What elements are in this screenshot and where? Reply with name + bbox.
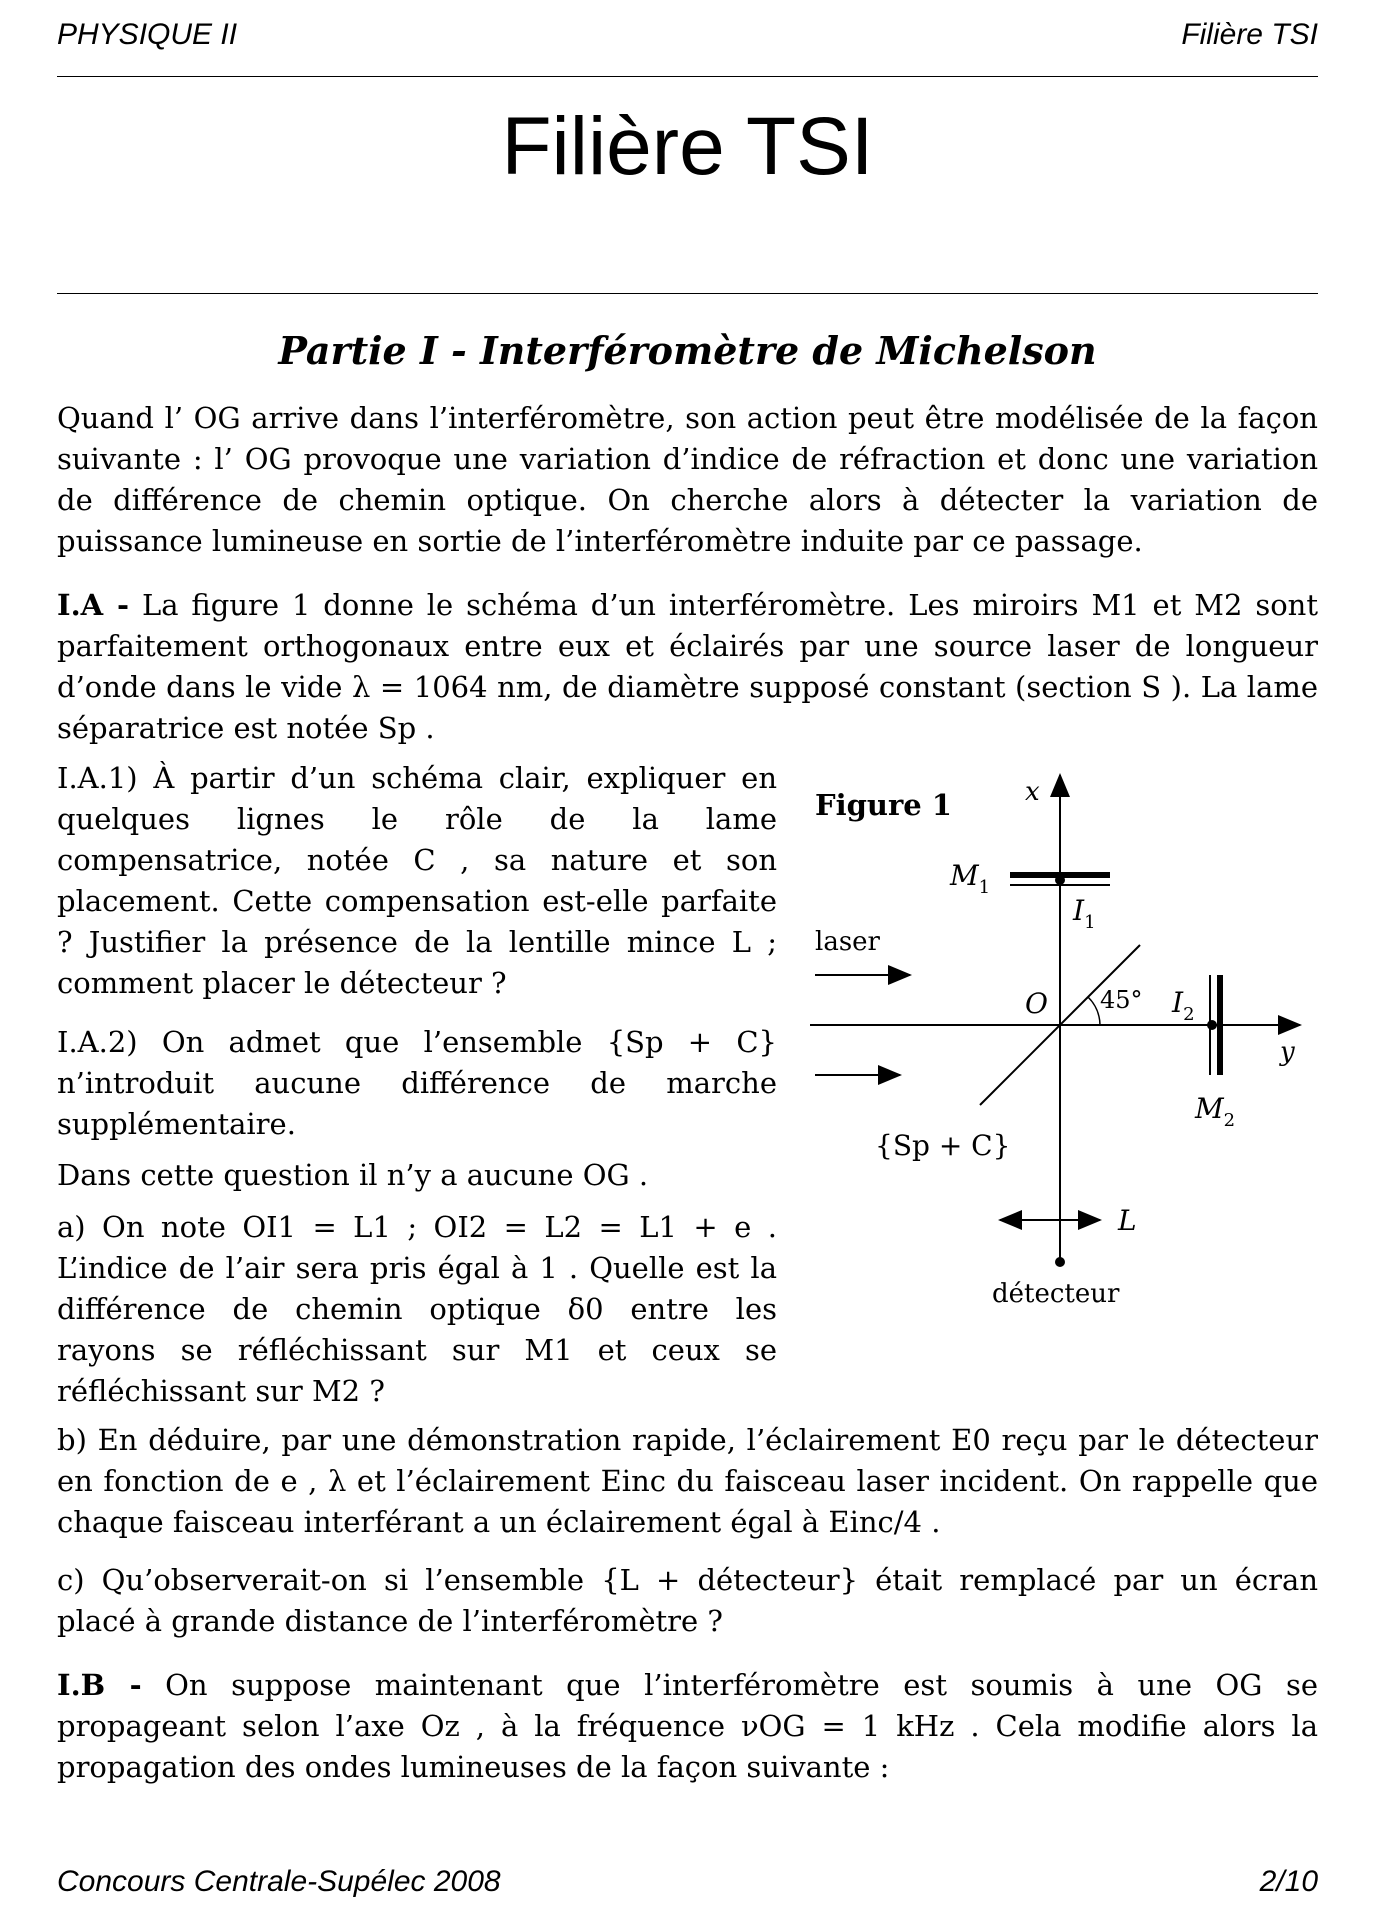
question-a: a) On note OI1 = L1 ; OI2 = L2 = L1 + e . L’indice de l’air sera pris égal à 1 . Quelle est la différence de chemin optique δ0 entre les rayons se réfléchissant sur M1 et ceux se réfléchissant sur M2 ? — [57, 1210, 777, 1408]
page-title: Filière TSI — [501, 101, 874, 192]
point-I1 — [1055, 875, 1065, 885]
footer-contest: Concours Centrale-Supélec 2008 — [57, 1865, 501, 1898]
header-subject: PHYSIQUE II — [57, 18, 238, 51]
detector-label: détecteur — [992, 1279, 1120, 1309]
laser-label: laser — [815, 927, 880, 957]
header-rule — [57, 76, 1318, 77]
figure-title: Figure 1 — [815, 788, 952, 822]
question-b: b) En déduire, par une démonstration rapide, l’éclairement E0 reçu par le détecteur en fonction de e , λ et l’éclairement Einc du faisceau laser incident. On rappelle que chaque faisceau interférant a un éclairement égal à Einc/4 . — [57, 1423, 1318, 1539]
question-IA1: I.A.1) À partir d’un schéma clair, expliquer en quelques lignes le rôle de la lame compensatrice, notée C , sa nature et son placement. Cette compensation est-elle parfaite ? Justifier la présence de la lentille mince L ; comment placer le détecteur ? — [57, 761, 777, 1000]
detector-point — [1055, 1257, 1065, 1267]
intro-paragraph: Quand l’ OG arrive dans l’interféromètre, son action peut être modélisée de la façon suivante : l’ OG provoque une variation d’indice de réfraction et donc une variation de différence de chemin optique. On cherche alors à détecter la variation de puissance lumineuse en sortie de l’interféromètre induite par ce passage. — [57, 401, 1318, 558]
label-I1: $I_1$ — [1073, 894, 1096, 933]
section-IB — [57, 1665, 1318, 1788]
lens-label: L — [1118, 1204, 1137, 1237]
label-M2: $M_2$ — [1195, 1092, 1236, 1131]
question-IA2: I.A.2) On admet que l’ensemble {Sp + C} n’introduit aucune différence de marche supplémentaire. — [57, 1025, 777, 1141]
figure-1-michelson-diagram — [800, 770, 1330, 1310]
section-IA — [57, 585, 1318, 749]
part-title: Partie I - Interféromètre de Michelson — [278, 328, 1097, 373]
section-IA-label: I.A - — [57, 588, 129, 622]
sp-c-label: {Sp + C} — [875, 1129, 1011, 1162]
point-I2 — [1207, 1020, 1217, 1030]
angle-label: 45° — [1100, 986, 1143, 1014]
y-axis-label: y — [1280, 1037, 1295, 1067]
footer-page-number: 2/10 — [1259, 1865, 1318, 1898]
angle-arc — [1088, 997, 1100, 1025]
question-c: c) Qu’observerait-on si l’ensemble {L + détecteur} était remplacé par un écran placé à grande distance de l’interféromètre ? — [57, 1563, 1318, 1638]
section-IB-label: I.B - — [57, 1668, 142, 1702]
label-I2: $I_2$ — [1172, 986, 1195, 1025]
title-rule — [57, 293, 1318, 294]
header-track: Filière TSI — [1181, 18, 1318, 51]
x-axis-label: x — [1025, 777, 1040, 807]
origin-label: O — [1025, 987, 1048, 1020]
no-og-note: Dans cette question il n’y a aucune OG . — [57, 1158, 649, 1192]
section-IB-text: On suppose maintenant que l’interféromètre est soumis à une OG se propageant selon l’axe Oz , à la fréquence νOG = 1 kHz . Cela modifie alors la propagation des ondes lumineuses de la façon suivante : — [57, 1668, 1318, 1784]
section-IA-text: La figure 1 donne le schéma d’un interféromètre. Les miroirs M1 et M2 sont parfaitement orthogonaux entre eux et éclairés par une source laser de longueur d’onde dans le vide λ = 1064 nm, de diamètre supposé constant (section S ). La lame séparatrice est notée Sp . — [57, 588, 1319, 745]
label-M1: $M_1$ — [950, 859, 991, 898]
